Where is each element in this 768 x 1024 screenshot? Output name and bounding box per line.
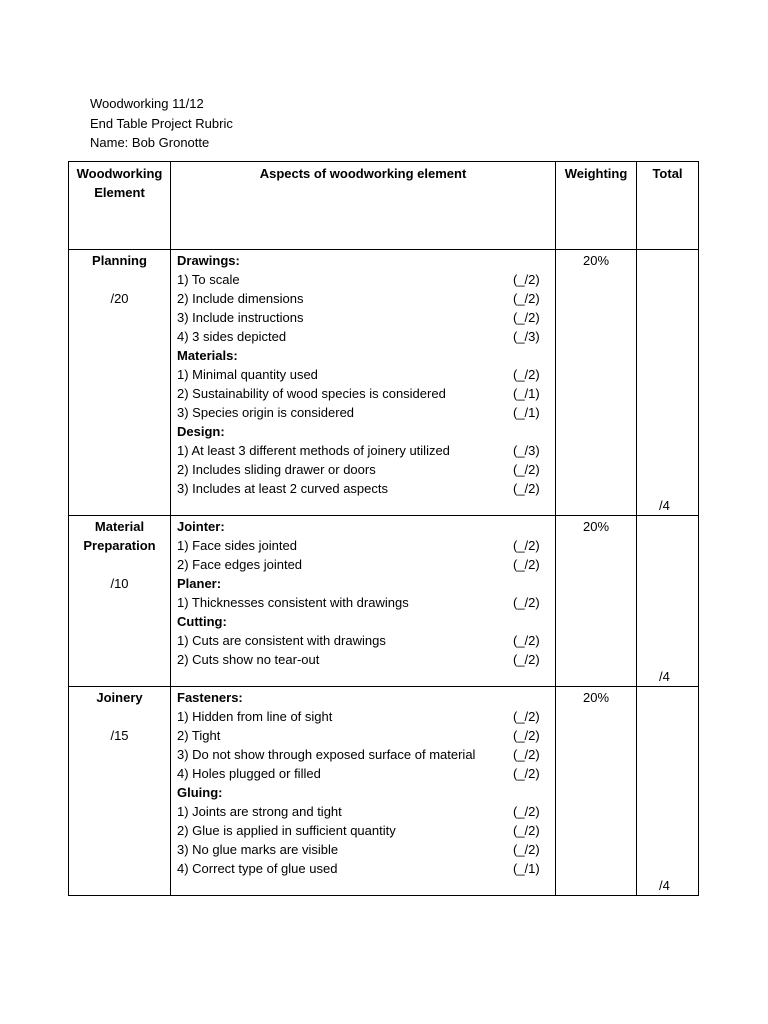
course-title: Woodworking 11/12 <box>90 96 204 111</box>
criterion-score: (_/2) <box>513 823 540 838</box>
section-title: Cutting: <box>177 614 227 629</box>
header-element: Woodworking Element <box>69 162 171 250</box>
criterion-item <box>177 593 549 612</box>
aspects-cell <box>171 250 556 516</box>
total-cell <box>637 687 699 896</box>
criterion-score: (_/2) <box>513 652 540 667</box>
section-title: Fasteners: <box>177 690 243 705</box>
criterion-item <box>177 840 549 859</box>
rubric-title: End Table Project Rubric <box>90 115 233 131</box>
criterion-text: 4) 3 sides depicted <box>177 329 287 344</box>
criterion-text: 4) Correct type of glue used <box>177 861 338 876</box>
criterion-text: 1) To scale <box>177 272 240 287</box>
table-row <box>69 687 699 896</box>
document-header <box>90 94 233 153</box>
criterion-item <box>177 270 549 289</box>
element-points: /10 <box>110 576 129 591</box>
weighting-cell: 20% <box>556 516 637 687</box>
total-cell <box>637 250 699 516</box>
element-points: /15 <box>110 728 129 743</box>
aspects-cell <box>171 516 556 687</box>
criterion-text: 2) Includes sliding drawer or doors <box>177 462 376 477</box>
weighting-cell: 20% <box>556 250 637 516</box>
student-name: Name: Bob Gronotte <box>90 135 210 150</box>
criterion-item <box>177 403 549 422</box>
criterion-text: 4) Holes plugged or filled <box>177 766 321 781</box>
criterion-item <box>177 479 549 498</box>
criterion-score: (_/3) <box>513 443 540 458</box>
criterion-item <box>177 631 549 650</box>
section-title: Materials: <box>177 348 238 363</box>
criterion-item <box>177 555 549 574</box>
criterion-text: 1) Cuts are consistent with drawings <box>177 633 386 648</box>
criterion-text: 1) Joints are strong and tight <box>177 804 342 819</box>
header-total: Total <box>637 162 699 250</box>
criterion-score: (_/2) <box>513 728 540 743</box>
criterion-score: (_/2) <box>513 538 540 553</box>
element-name: Material Preparation <box>83 519 156 553</box>
criterion-score: (_/1) <box>513 405 540 420</box>
criterion-text: 3) Include instructions <box>177 310 304 325</box>
criterion-text: 2) Face edges jointed <box>177 557 303 572</box>
criterion-text: 1) Minimal quantity used <box>177 367 318 382</box>
section-title: Jointer: <box>177 519 225 534</box>
element-cell <box>69 250 171 516</box>
criterion-item <box>177 289 549 308</box>
criterion-score: (_/2) <box>513 557 540 572</box>
criterion-text: 2) Tight <box>177 728 221 743</box>
criterion-item <box>177 365 549 384</box>
criterion-text: 2) Sustainability of wood species is considered <box>177 386 446 401</box>
header-aspects: Aspects of woodworking element <box>171 162 556 250</box>
criterion-item <box>177 384 549 403</box>
section-title: Drawings: <box>177 253 240 268</box>
criterion-text: 3) Includes at least 2 curved aspects <box>177 481 389 496</box>
section-title: Gluing: <box>177 785 223 800</box>
criterion-score: (_/2) <box>513 462 540 477</box>
criterion-text: 1) At least 3 different methods of joinery utilized <box>177 443 450 458</box>
criterion-item <box>177 707 549 726</box>
criterion-item <box>177 764 549 783</box>
criterion-score: (_/2) <box>513 766 540 781</box>
criterion-score: (_/2) <box>513 747 540 762</box>
criterion-item <box>177 821 549 840</box>
table-row <box>69 516 699 687</box>
weighting-cell: 20% <box>556 687 637 896</box>
element-cell <box>69 687 171 896</box>
criterion-score: (_/2) <box>513 595 540 610</box>
criterion-score: (_/1) <box>513 386 540 401</box>
criterion-score: (_/2) <box>513 481 540 496</box>
criterion-score: (_/3) <box>513 329 540 344</box>
element-cell <box>69 516 171 687</box>
criterion-text: 1) Thicknesses consistent with drawings <box>177 595 409 610</box>
criterion-item <box>177 460 549 479</box>
criterion-text: 3) Species origin is considered <box>177 405 355 420</box>
table-row <box>69 250 699 516</box>
criterion-score: (_/2) <box>513 310 540 325</box>
section-title: Design: <box>177 424 225 439</box>
rubric-table <box>68 161 699 896</box>
criterion-item <box>177 536 549 555</box>
criterion-item <box>177 441 549 460</box>
criterion-score: (_/1) <box>513 861 540 876</box>
criterion-text: 2) Glue is applied in sufficient quantity <box>177 823 396 838</box>
element-name: Joinery <box>96 690 143 705</box>
criterion-score: (_/2) <box>513 709 540 724</box>
criterion-score: (_/2) <box>513 367 540 382</box>
total-value: /4 <box>659 878 670 893</box>
criterion-text: 1) Face sides jointed <box>177 538 297 553</box>
header-weighting: Weighting <box>556 162 637 250</box>
criterion-score: (_/2) <box>513 633 540 648</box>
criterion-item <box>177 745 549 764</box>
element-name: Planning <box>92 253 147 268</box>
criterion-text: 1) Hidden from line of sight <box>177 709 333 724</box>
criterion-item <box>177 802 549 821</box>
table-header-row <box>69 162 699 250</box>
element-points: /20 <box>110 291 129 306</box>
total-cell <box>637 516 699 687</box>
criterion-item <box>177 327 549 346</box>
criterion-item <box>177 308 549 327</box>
criterion-score: (_/2) <box>513 291 540 306</box>
criterion-text: 2) Cuts show no tear-out <box>177 652 320 667</box>
total-value: /4 <box>659 498 670 513</box>
criterion-item <box>177 859 549 878</box>
criterion-item <box>177 726 549 745</box>
section-title: Planer: <box>177 576 222 591</box>
total-value: /4 <box>659 669 670 684</box>
criterion-score: (_/2) <box>513 804 540 819</box>
criterion-text: 3) No glue marks are visible <box>177 842 339 857</box>
aspects-cell <box>171 687 556 896</box>
criterion-score: (_/2) <box>513 272 540 287</box>
criterion-score: (_/2) <box>513 842 540 857</box>
criterion-text: 2) Include dimensions <box>177 291 304 306</box>
criterion-item <box>177 650 549 669</box>
criterion-text: 3) Do not show through exposed surface of material <box>177 747 476 762</box>
